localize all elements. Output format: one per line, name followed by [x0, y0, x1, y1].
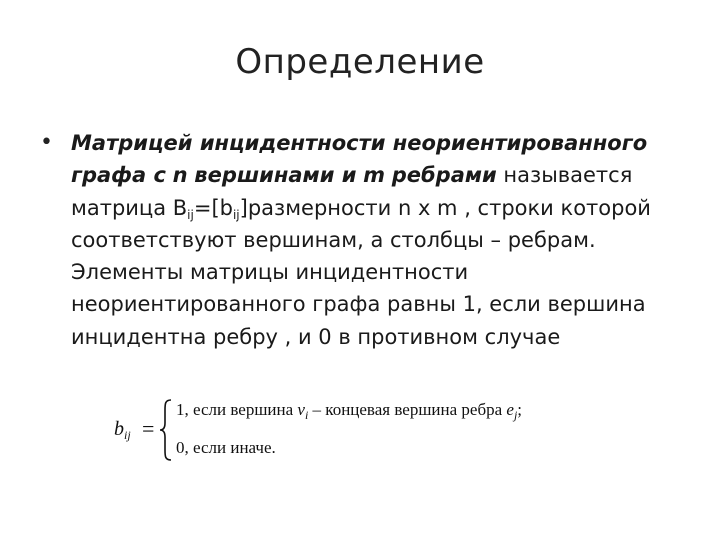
definition-text-3: ]размерности n x m , строки которой соответствуют вершинам, а столбцы – ребрам. Элементы матрицы инцидентности неориентированного графа равны 1, если вершина инцидентна ребру , и 0 в противном случае — [71, 195, 651, 349]
term-phrase-1: Матрицей инцидентности неориентированного графа с — [71, 131, 648, 188]
definition-text-2: =[b — [193, 195, 233, 220]
definition-text-1: называется матрица B — [71, 163, 633, 220]
var-n: n — [172, 163, 188, 188]
left-brace-icon — [158, 398, 174, 462]
formula-case-1: 1, если вершина $v_i$ – концевая вершина ребра $e_j$; — [176, 400, 523, 422]
formula-lhs: $b_{ij}$ — [114, 418, 131, 442]
formula-case-2: 0, если иначе. — [176, 438, 276, 457]
subscript-ij-2: ij — [232, 207, 240, 222]
subscript-ij-1: ij — [187, 207, 194, 222]
var-m: m — [363, 163, 386, 188]
incidence-formula — [110, 398, 670, 468]
slide-title: Определение — [235, 42, 485, 82]
term-phrase-3: ребрами — [391, 163, 497, 188]
formula-equals: = — [142, 416, 155, 441]
definition-text — [71, 127, 686, 353]
bullet-marker: • — [40, 130, 53, 155]
term-phrase-2: вершинами и — [194, 163, 357, 188]
